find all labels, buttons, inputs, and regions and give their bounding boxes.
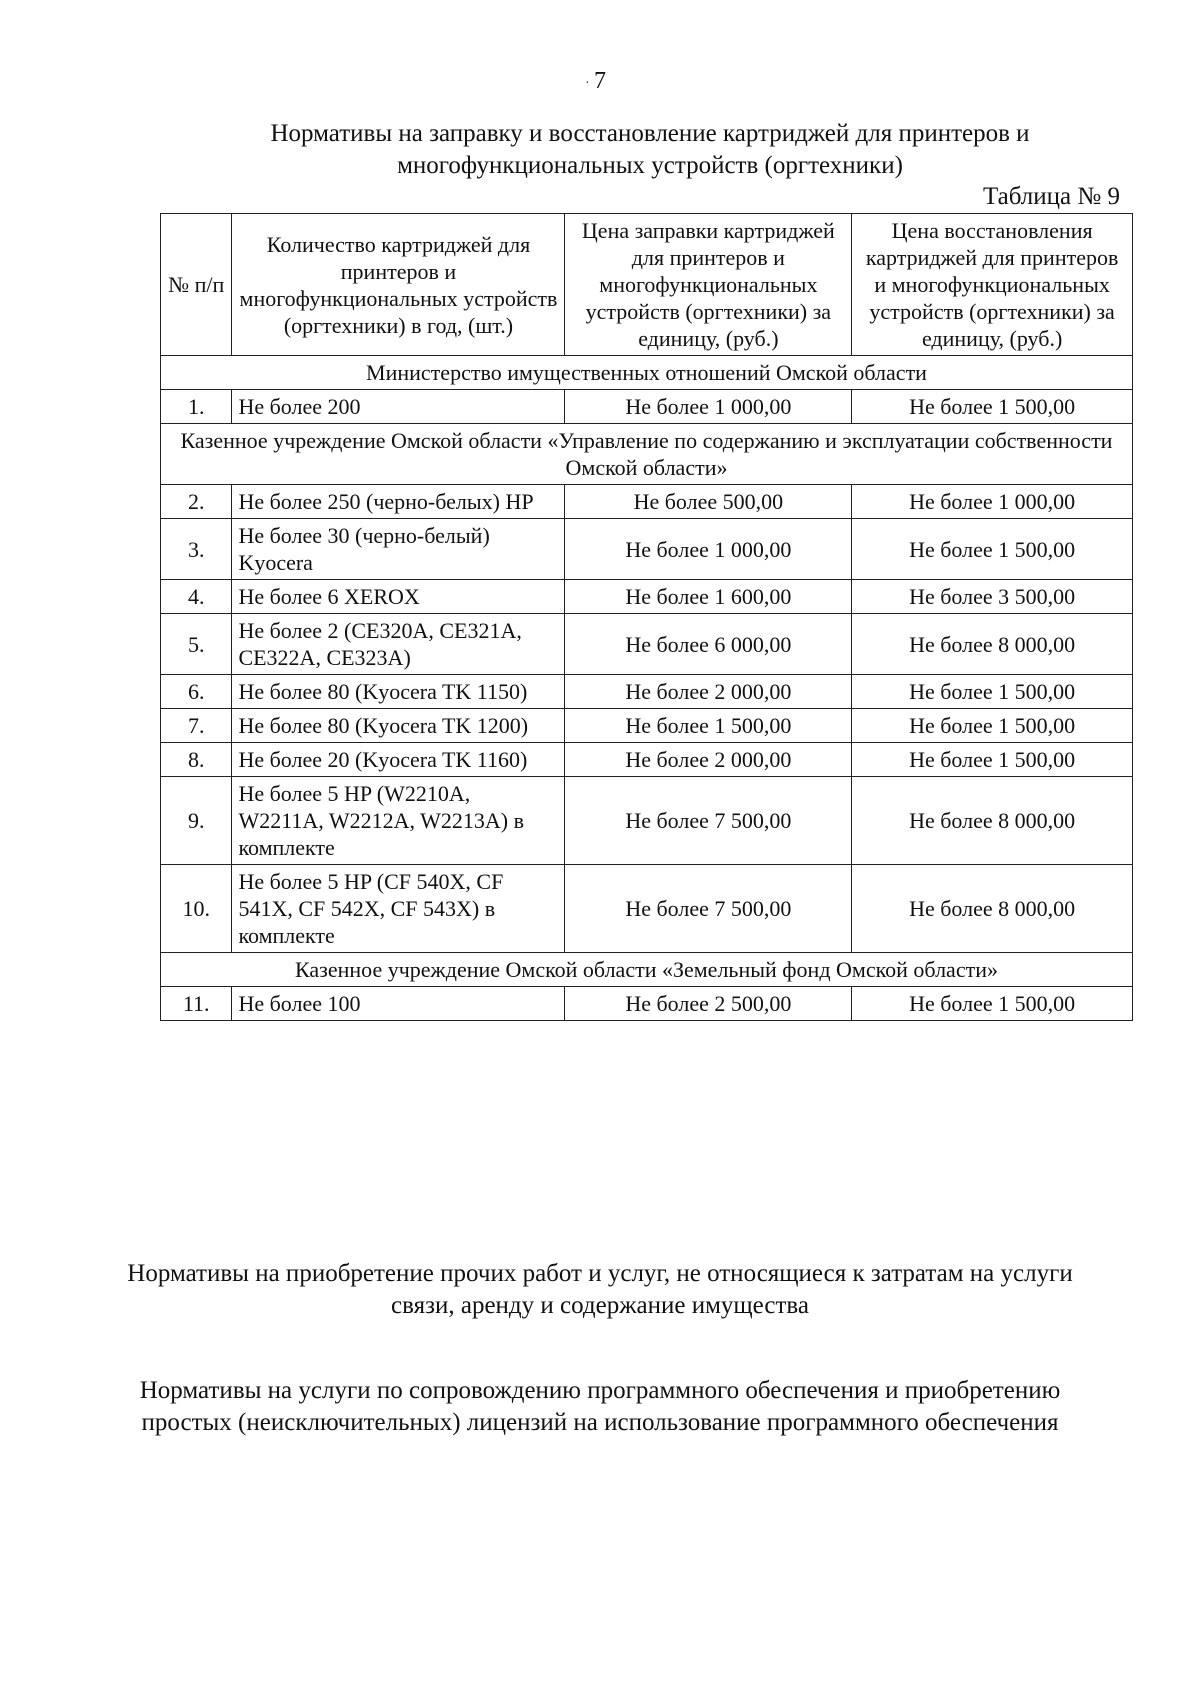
row-refill-price: Не более 1 600,00 (565, 580, 852, 614)
row-refill-price: Не более 7 500,00 (565, 777, 852, 865)
row-quantity: Не более 100 (232, 987, 565, 1021)
header-quantity: Количество картриджей для принтеров и многофункциональных устройств (оргтехники) в год, (шт.) (232, 214, 565, 356)
page-number-text: 7 (594, 68, 606, 94)
header-restore-price: Цена восстановления картриджей для принтеров и многофункциональных устройств (оргтехники) за единицу, (руб.) (852, 214, 1133, 356)
row-quantity: Не более 6 XEROX (232, 580, 565, 614)
row-number: 3. (161, 519, 232, 580)
row-quantity: Не более 2 (CE320A, CE321A, CE322A, CE323A) (232, 614, 565, 675)
table-row (161, 675, 1133, 709)
row-quantity: Не более 250 (черно-белых) HP (232, 485, 565, 519)
section-name: Министерство имущественных отношений Омской области (161, 356, 1133, 390)
row-quantity: Не более 80 (Kyocera TK 1150) (232, 675, 565, 709)
row-number: 8. (161, 743, 232, 777)
row-restore-price: Не более 8 000,00 (852, 777, 1133, 865)
scan-mark: · (585, 76, 590, 91)
row-restore-price: Не более 1 500,00 (852, 743, 1133, 777)
row-refill-price: Не более 2 000,00 (565, 675, 852, 709)
row-refill-price: Не более 2 500,00 (565, 987, 852, 1021)
row-restore-price: Не более 1 500,00 (852, 709, 1133, 743)
row-number: 7. (161, 709, 232, 743)
row-refill-price: Не более 7 500,00 (565, 865, 852, 953)
section-row (161, 953, 1133, 987)
row-number: 2. (161, 485, 232, 519)
page-title: Нормативы на заправку и восстановление картриджей для принтеров и многофункциональных устройств (оргтехники) (270, 120, 1030, 179)
row-quantity: Не более 5 HP (CF 540X, CF 541X, CF 542X, CF 543X) в комплекте (232, 865, 565, 953)
row-restore-price: Не более 3 500,00 (852, 580, 1133, 614)
row-quantity: Не более 20 (Kyocera TK 1160) (232, 743, 565, 777)
row-number: 10. (161, 865, 232, 953)
row-restore-price: Не более 8 000,00 (852, 614, 1133, 675)
row-quantity: Не более 5 HP (W2210A, W2211A, W2212A, W2213A) в комплекте (232, 777, 565, 865)
table-row (161, 390, 1133, 424)
section-name: Казенное учреждение Омской области «Управление по содержанию и эксплуатации собственности Омской области» (161, 424, 1133, 485)
table-row (161, 743, 1133, 777)
table-row (161, 519, 1133, 580)
section-row (161, 424, 1133, 485)
row-restore-price: Не более 1 500,00 (852, 519, 1133, 580)
table-row (161, 614, 1133, 675)
row-number: 11. (161, 987, 232, 1021)
row-refill-price: Не более 1 000,00 (565, 519, 852, 580)
table-row (161, 580, 1133, 614)
header-number: № п/п (161, 214, 232, 356)
row-restore-price: Не более 1 500,00 (852, 675, 1133, 709)
norms-table (160, 213, 1133, 1021)
row-number: 4. (161, 580, 232, 614)
table-row (161, 485, 1133, 519)
row-restore-price: Не более 1 000,00 (852, 485, 1133, 519)
row-number: 9. (161, 777, 232, 865)
row-restore-price: Не более 8 000,00 (852, 865, 1133, 953)
row-refill-price: Не более 1 500,00 (565, 709, 852, 743)
row-quantity: Не более 80 (Kyocera TK 1200) (232, 709, 565, 743)
row-refill-price: Не более 1 000,00 (565, 390, 852, 424)
table-body (161, 356, 1133, 1021)
section-heading-other-services: Нормативы на приобретение прочих работ и услуг, не относящиеся к затратам на услуги связи, аренду и содержание имущества (127, 1260, 1073, 1319)
table-row (161, 987, 1133, 1021)
section-heading-software: Нормативы на услуги по сопровождению программного обеспечения и приобретению простых (неисключительных) лицензий на использование программного обеспечения (139, 1377, 1061, 1436)
row-refill-price: Не более 6 000,00 (565, 614, 852, 675)
section-name: Казенное учреждение Омской области «Земельный фонд Омской области» (161, 953, 1133, 987)
table-header-row (161, 214, 1133, 356)
table-row (161, 777, 1133, 865)
section-row (161, 356, 1133, 390)
row-restore-price: Не более 1 500,00 (852, 390, 1133, 424)
row-refill-price: Не более 500,00 (565, 485, 852, 519)
row-quantity: Не более 30 (черно-белый) Kyocera (232, 519, 565, 580)
table-label: Таблица № 9 (982, 183, 1120, 210)
table-row (161, 709, 1133, 743)
table-row (161, 865, 1133, 953)
page-number (0, 68, 1200, 95)
row-refill-price: Не более 2 000,00 (565, 743, 852, 777)
header-refill-price: Цена заправки картриджей для принтеров и многофункциональных устройств (оргтехники) за единицу, (руб.) (565, 214, 852, 356)
row-number: 5. (161, 614, 232, 675)
row-number: 6. (161, 675, 232, 709)
row-restore-price: Не более 1 500,00 (852, 987, 1133, 1021)
row-quantity: Не более 200 (232, 390, 565, 424)
row-number: 1. (161, 390, 232, 424)
